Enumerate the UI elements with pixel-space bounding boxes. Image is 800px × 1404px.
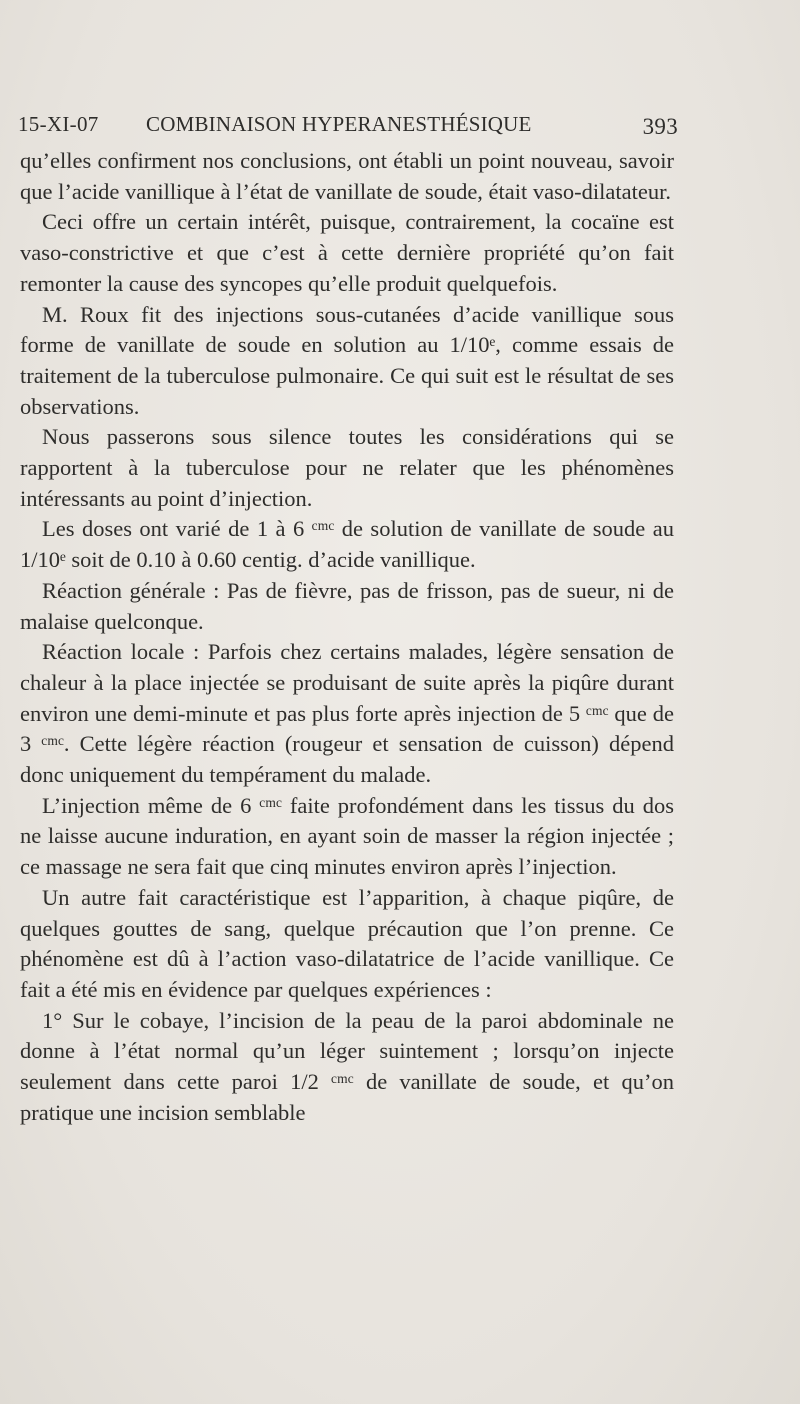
paragraph-7: Réaction locale : Parfois chez certains malades, légère sensation de chaleur à la place injectée se produisant de suite après la piqûre durant environ une demi-minute et pas plus forte après injection de 5 ᶜᵐᶜ que de 3 ᶜᵐᶜ. Cette légère réaction (rougeur et sensation de cuisson) dépend donc uniquement du tempérament du malade. <box>20 639 674 788</box>
body-text <box>20 146 674 1129</box>
paragraph-9: Un autre fait caractéristique est l’apparition, à chaque piqûre, de quelques gouttes de sang, quelque précaution que l’on prenne. Ce phénomène est dû à l’action vaso-dilatatrice de l’acide vanillique. Ce fait a été mis en évidence par quelques expériences : <box>20 884 674 1002</box>
paragraph-1: qu’elles confirment nos conclusions, ont établi un point nouveau, savoir que l’acide vanillique à l’état de vanillate de soude, était vaso-dilatateur. <box>20 148 674 204</box>
paragraph-6: Réaction générale : Pas de fièvre, pas de frisson, pas de sueur, ni de malaise quelconque. <box>20 577 674 634</box>
header-date: 15-XI-07 <box>18 112 99 136</box>
paragraph-5: Les doses ont varié de 1 à 6 ᶜᵐᶜ de solution de vanillate de soude au 1/10ᵉ soit de 0.10 à 0.60 centig. d’acide vanillique. <box>20 516 674 573</box>
paragraph-2: Ceci offre un certain intérêt, puisque, contrairement, la cocaïne est vaso-constrictive et que c’est à cette dernière propriété qu’on fait remonter la cause des syncopes qu’elle produit quelquefois. <box>20 209 674 296</box>
paragraph-10: 1° Sur le cobaye, l’incision de la peau de la paroi abdominale ne donne à l’état normal qu’un léger suintement ; lorsqu’on injecte seulement dans cette paroi 1/2 ᶜᵐᶜ de vanillate de soude, et qu’on pratique une incision semblable <box>20 1007 674 1125</box>
paragraph-4: Nous passerons sous silence toutes les considérations qui se rapportent à la tuberculose pour ne relater que les phénomènes intéressants au point d’injection. <box>20 424 674 511</box>
page-number: 393 <box>642 114 678 139</box>
header-running-title: COMBINAISON HYPERANESTHÉSIQUE <box>146 112 532 136</box>
paragraph-8: L’injection même de 6 ᶜᵐᶜ faite profondément dans les tissus du dos ne laisse aucune induration, en ayant soin de masser la région injectée ; ce massage ne sera fait que cinq minutes environ après l’injection. <box>20 792 674 880</box>
paragraph-3: M. Roux fit des injections sous-cutanées d’acide vanillique sous forme de vanillate de soude en solution au 1/10ᵉ, comme essais de traitement de la tuberculose pulmonaire. Ce qui suit est le résultat de ses observations. <box>20 301 674 419</box>
running-header <box>18 112 678 146</box>
